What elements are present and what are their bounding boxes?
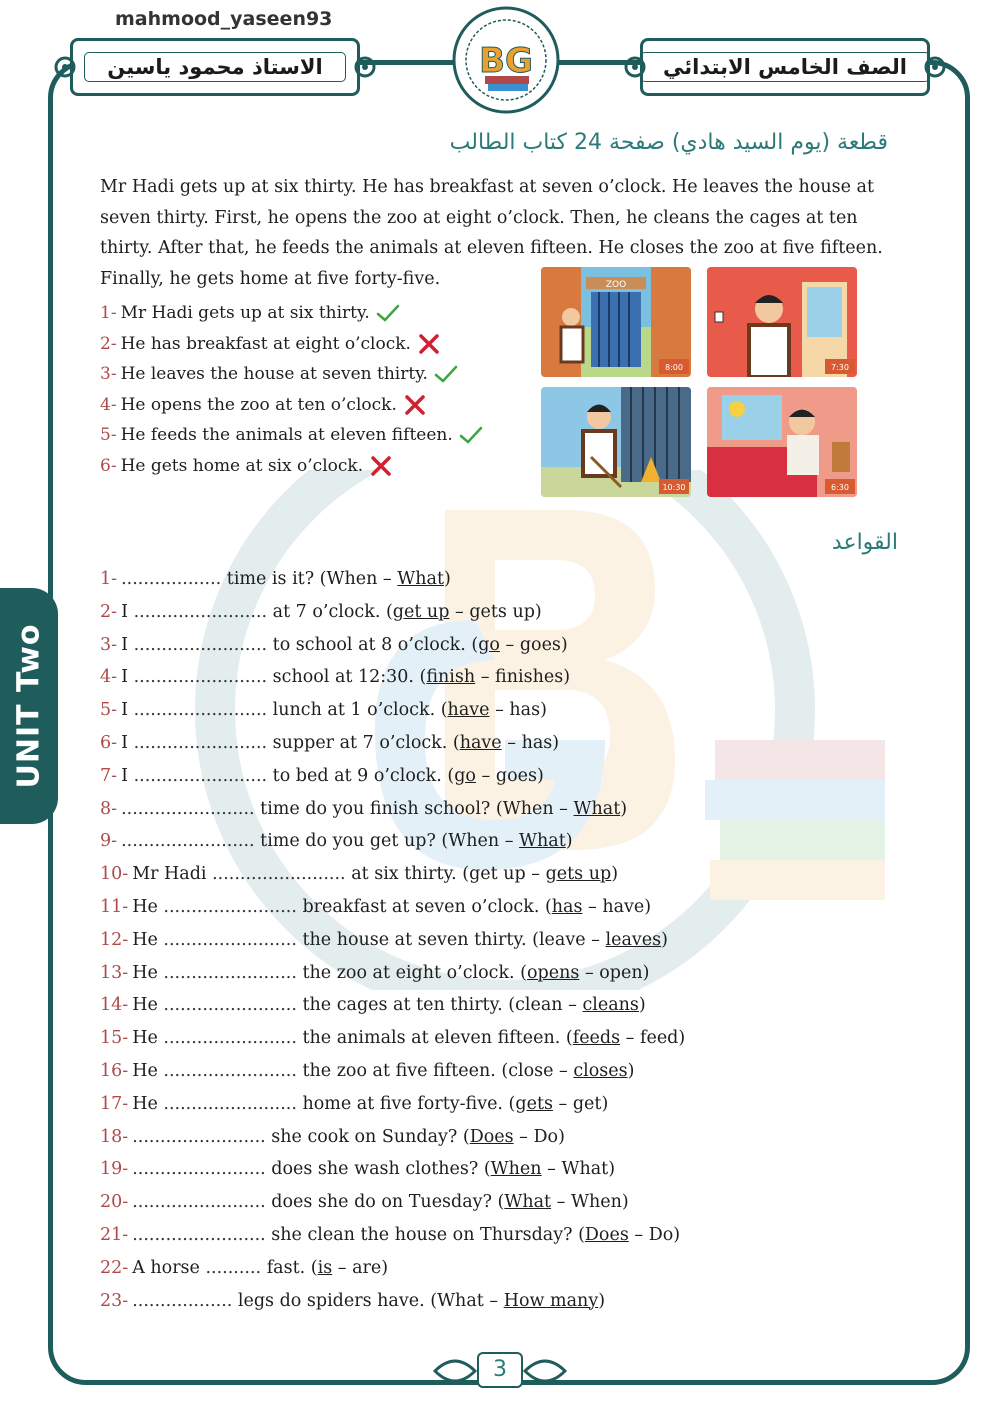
item-close: ) — [443, 569, 451, 589]
item-text: the zoo at five fifteen. ( — [302, 1060, 509, 1081]
item-close: ) — [563, 667, 571, 688]
statement-item — [100, 329, 530, 360]
item-subject: He — [132, 995, 158, 1016]
page-number-ornament — [430, 1346, 570, 1396]
item-close: ) — [560, 634, 568, 655]
cross-mark-icon — [369, 456, 393, 476]
option-separator: – — [475, 765, 496, 786]
option-two: has — [509, 700, 541, 721]
option-two: have — [602, 896, 645, 917]
item-text: the animals at eleven fifteen. ( — [302, 1028, 573, 1049]
option-separator: – — [585, 929, 606, 950]
item-number: 5- — [100, 700, 118, 721]
option-separator: – — [582, 896, 603, 917]
answer-blank[interactable]: ........................ — [163, 929, 297, 950]
option-two: finishes — [495, 667, 564, 688]
teacher-logo — [445, 4, 567, 116]
grade-banner — [640, 38, 930, 96]
item-close: ) — [598, 1290, 606, 1311]
item-close: ) — [620, 798, 628, 819]
item-number: 20- — [100, 1192, 129, 1213]
grammar-item — [100, 1285, 800, 1318]
time-label: 6:30 — [831, 483, 849, 492]
option-two: What — [397, 569, 444, 589]
option-separator: – — [553, 1060, 574, 1081]
check-mark-icon — [376, 303, 400, 323]
item-text: legs do spiders have. ( — [237, 1290, 438, 1311]
item-close: ) — [536, 765, 544, 786]
grammar-item — [100, 924, 800, 957]
option-separator: – — [501, 732, 522, 753]
grammar-item — [100, 1121, 800, 1154]
item-text: time is it? ( — [226, 569, 327, 589]
passage-title: قطعة (يوم السيد هادي) صفحة 24 كتاب الطالب — [449, 130, 888, 155]
option-two: How many — [503, 1290, 599, 1311]
grammar-item — [100, 629, 800, 662]
item-text: does she do on Tuesday? ( — [271, 1192, 505, 1213]
item-text: fast. ( — [266, 1257, 318, 1278]
grammar-item — [100, 694, 800, 727]
answer-blank[interactable]: .................. — [121, 569, 222, 589]
answer-blank[interactable]: ........................ — [133, 765, 268, 786]
item-number: 7- — [100, 765, 118, 786]
item-close: ) — [558, 1126, 565, 1147]
item-close: ) — [552, 732, 560, 753]
option-separator: – — [579, 962, 600, 983]
zoo-sign: ZOO — [605, 280, 627, 290]
item-number: 12- — [100, 929, 129, 950]
item-subject: A horse — [132, 1257, 200, 1278]
answer-blank[interactable]: ........................ — [212, 864, 346, 885]
item-close: ) — [661, 929, 668, 950]
option-one: When — [502, 798, 554, 819]
statement-number: 1- — [100, 303, 117, 323]
answer-blank[interactable]: ........................ — [133, 700, 268, 721]
statement-item — [100, 420, 530, 451]
author-username: mahmood_yaseen93 — [115, 8, 333, 30]
item-close: ) — [540, 700, 547, 721]
option-separator: – — [449, 601, 470, 622]
unit-side-tab — [0, 588, 58, 824]
statement-number: 6- — [100, 455, 117, 476]
answer-blank[interactable]: ........................ — [132, 1224, 266, 1245]
check-mark-icon — [434, 364, 458, 384]
item-subject: He — [132, 1093, 158, 1114]
option-separator: – — [541, 1159, 562, 1180]
statement-number: 5- — [100, 425, 117, 445]
item-subject: He — [132, 929, 158, 950]
answer-blank[interactable]: ........................ — [133, 601, 268, 622]
option-one: gets — [515, 1093, 553, 1114]
item-number: 15- — [100, 1028, 129, 1049]
item-close: ) — [678, 1028, 686, 1049]
answer-blank[interactable]: ........................ — [163, 896, 297, 917]
option-two: goes — [519, 634, 561, 655]
item-number: 10- — [100, 864, 129, 885]
option-one: go — [478, 634, 500, 655]
item-number: 19- — [100, 1159, 129, 1180]
option-one: get up — [392, 601, 450, 622]
answer-blank[interactable]: ........................ — [163, 962, 297, 983]
item-number: 21- — [100, 1224, 129, 1245]
answer-blank[interactable]: ........................ — [132, 1159, 266, 1180]
picture-panel — [541, 267, 857, 497]
option-separator: – — [620, 1028, 640, 1049]
page-number: 3 — [477, 1352, 523, 1388]
option-two: When — [570, 1192, 622, 1213]
option-one: What — [504, 1192, 552, 1213]
option-one: leave — [538, 929, 586, 950]
option-separator: – — [483, 1290, 504, 1311]
floral-ornament-icon — [351, 53, 379, 81]
grammar-item — [100, 1055, 800, 1088]
time-label: 10:30 — [662, 483, 686, 492]
option-two: feed — [639, 1028, 679, 1049]
grammar-item — [100, 793, 800, 826]
option-separator: – — [513, 1126, 534, 1147]
item-number: 11- — [100, 896, 129, 917]
statement-item — [100, 390, 530, 421]
item-number: 23- — [100, 1290, 129, 1311]
option-separator: – — [552, 1093, 573, 1114]
answer-blank[interactable]: ........................ — [163, 995, 297, 1016]
item-close: ) — [565, 831, 573, 852]
item-text: to school at 8 o’clock. ( — [272, 634, 479, 655]
option-separator: – — [562, 995, 583, 1016]
grammar-section-title: القواعد — [831, 530, 898, 555]
item-number: 6- — [100, 732, 118, 753]
floral-ornament-icon — [621, 53, 649, 81]
option-two: What — [519, 831, 566, 852]
option-two: open — [599, 962, 643, 983]
grammar-exercise-list — [100, 563, 800, 1317]
item-close: ) — [381, 1257, 389, 1278]
option-one: is — [317, 1257, 333, 1278]
answer-blank[interactable]: ........................ — [121, 831, 255, 852]
logo-letters: BG — [479, 41, 533, 81]
item-text: lunch at 1 o’clock. ( — [272, 700, 448, 721]
option-one: have — [459, 732, 502, 753]
option-separator: – — [525, 864, 546, 885]
item-subject: I — [121, 700, 128, 721]
cross-mark-icon — [417, 334, 441, 354]
item-close: ) — [601, 1093, 609, 1114]
option-one: When — [326, 569, 378, 589]
item-close: ) — [534, 601, 542, 622]
grammar-item — [100, 1252, 800, 1285]
answer-blank[interactable]: ........................ — [133, 634, 268, 655]
reading-passage: Mr Hadi gets up at six thirty. He has breakfast at seven o’clock. He leaves the house at seven thirty. First, he opens the zoo at eight o’clock. Then, he cleans the cages at ten thirty. After that, he feeds the animals at eleven fifteen. He closes the zoo at five fifteen. Finally, he gets home at five forty-five. — [100, 177, 883, 289]
option-separator: – — [499, 831, 520, 852]
option-two: are — [352, 1257, 382, 1278]
option-one: Does — [584, 1224, 629, 1245]
item-number: 17- — [100, 1093, 129, 1114]
option-two: Do — [533, 1126, 559, 1147]
grammar-item — [100, 957, 800, 990]
item-text: the cages at ten thirty. ( — [302, 995, 516, 1016]
statement-item — [100, 451, 530, 482]
option-one: have — [447, 700, 490, 721]
option-one: has — [551, 896, 583, 917]
item-subject: I — [121, 732, 128, 753]
option-one: close — [508, 1060, 554, 1081]
item-number: 4- — [100, 667, 118, 688]
item-text: home at five forty-five. ( — [302, 1093, 516, 1114]
item-close: ) — [621, 1192, 629, 1213]
item-text: breakfast at seven o’clock. ( — [302, 896, 552, 917]
option-two: goes — [495, 765, 537, 786]
floral-ornament-icon — [921, 53, 949, 81]
item-subject: I — [121, 667, 128, 688]
option-one: Does — [469, 1126, 514, 1147]
floral-ornament-icon — [51, 53, 79, 81]
option-two: has — [521, 732, 553, 753]
item-text: time do you finish school? ( — [260, 798, 503, 819]
item-close: ) — [673, 1224, 681, 1245]
statement-text: Mr Hadi gets up at six thirty. — [120, 303, 370, 323]
item-number: 1- — [100, 569, 118, 589]
grammar-item — [100, 1022, 800, 1055]
item-number: 14- — [100, 995, 129, 1016]
option-two: cleans — [582, 995, 639, 1016]
teacher-name-banner — [70, 38, 360, 96]
statement-text: He has breakfast at eight o’clock. — [120, 333, 411, 354]
option-one: clean — [515, 995, 563, 1016]
item-text: time do you get up? ( — [260, 831, 449, 852]
grammar-item — [100, 825, 800, 858]
cross-mark-icon — [403, 395, 427, 415]
grammar-item — [100, 989, 800, 1022]
check-mark-icon — [459, 425, 483, 445]
picture-leaving-house — [707, 267, 857, 377]
item-subject: I — [121, 634, 128, 655]
item-subject: Mr Hadi — [132, 864, 207, 885]
statement-number: 2- — [100, 333, 117, 354]
item-text: the house at seven thirty. ( — [302, 929, 539, 950]
item-number: 18- — [100, 1126, 129, 1147]
statement-text: He leaves the house at seven thirty. — [120, 364, 428, 384]
option-one: When — [490, 1159, 542, 1180]
option-one: When — [448, 831, 500, 852]
option-one: feeds — [572, 1028, 621, 1049]
item-text: she clean the house on Thursday? ( — [271, 1224, 585, 1245]
item-subject: He — [132, 962, 158, 983]
item-number: 16- — [100, 1060, 129, 1081]
grammar-item — [100, 760, 800, 793]
grade-title: الصف الخامس الابتدائي — [640, 52, 930, 82]
answer-blank[interactable]: .......... — [205, 1257, 262, 1278]
option-separator: – — [551, 1192, 571, 1213]
option-two: leaves — [605, 929, 662, 950]
true-false-list — [100, 298, 530, 481]
answer-blank[interactable]: ........................ — [163, 1093, 297, 1114]
grammar-item — [100, 1088, 800, 1121]
picture-zoo-gate — [541, 267, 691, 377]
answer-blank[interactable]: ........................ — [133, 732, 268, 753]
grammar-item — [100, 1186, 800, 1219]
option-two: closes — [573, 1060, 628, 1081]
item-subject: I — [121, 601, 128, 622]
item-close: ) — [642, 962, 650, 983]
item-text: does she wash clothes? ( — [271, 1159, 491, 1180]
picture-cleaning-cage — [541, 387, 691, 497]
teacher-name: الاستاذ محمود ياسين — [84, 52, 345, 82]
item-subject: I — [121, 765, 128, 786]
option-separator: – — [553, 798, 574, 819]
item-text: the zoo at eight o’clock. ( — [302, 962, 528, 983]
grammar-item — [100, 858, 800, 891]
unit-label: UNIT Two — [11, 623, 47, 789]
grammar-item — [100, 661, 800, 694]
grammar-item — [100, 563, 800, 596]
item-number: 8- — [100, 798, 118, 819]
time-label: 7:30 — [831, 363, 849, 372]
answer-blank[interactable]: .................. — [132, 1290, 233, 1311]
item-number: 22- — [100, 1257, 129, 1278]
item-subject: He — [132, 1060, 158, 1081]
item-text: school at 12:30. ( — [272, 667, 427, 688]
option-one: opens — [527, 962, 580, 983]
answer-blank[interactable]: ........................ — [132, 1192, 266, 1213]
answer-blank[interactable]: ........................ — [132, 1126, 266, 1147]
option-separator: – — [377, 569, 398, 589]
grammar-item — [100, 727, 800, 760]
option-separator: – — [628, 1224, 649, 1245]
option-one: What — [437, 1290, 484, 1311]
grammar-item — [100, 1153, 800, 1186]
statement-item — [100, 359, 530, 390]
picture-getting-up — [707, 387, 857, 497]
item-close: ) — [644, 896, 652, 917]
option-two: What — [561, 1159, 609, 1180]
item-subject: He — [132, 896, 158, 917]
item-text: at six thirty. ( — [351, 864, 470, 885]
statement-number: 4- — [100, 394, 117, 415]
option-separator: – — [332, 1257, 353, 1278]
item-text: to bed at 9 o’clock. ( — [272, 765, 455, 786]
item-number: 9- — [100, 831, 118, 852]
grammar-item — [100, 596, 800, 629]
option-two: Do — [648, 1224, 674, 1245]
option-one: go — [454, 765, 476, 786]
item-number: 2- — [100, 601, 118, 622]
answer-blank[interactable]: ........................ — [133, 667, 268, 688]
item-text: at 7 o’clock. ( — [272, 601, 393, 622]
option-two: gets up — [469, 601, 535, 622]
option-separator: – — [489, 700, 510, 721]
option-separator: – — [499, 634, 520, 655]
grammar-item — [100, 1219, 800, 1252]
answer-blank[interactable]: ........................ — [163, 1028, 297, 1049]
option-two: gets up — [545, 864, 612, 885]
option-two: What — [573, 798, 621, 819]
option-one: get up — [469, 864, 526, 885]
item-subject: He — [132, 1028, 158, 1049]
item-number: 3- — [100, 634, 118, 655]
statement-text: He gets home at six o’clock. — [120, 455, 364, 476]
item-close: ) — [627, 1060, 635, 1081]
answer-blank[interactable]: ........................ — [121, 798, 255, 819]
option-two: get — [572, 1093, 602, 1114]
item-close: ) — [638, 995, 646, 1016]
statement-item — [100, 298, 530, 329]
option-one: finish — [426, 667, 476, 688]
item-text: supper at 7 o’clock. ( — [272, 732, 460, 753]
statement-text: He feeds the animals at eleven fifteen. — [120, 425, 453, 445]
item-close: ) — [611, 864, 619, 885]
item-number: 13- — [100, 962, 129, 983]
item-close: ) — [608, 1159, 616, 1180]
item-text: she cook on Sunday? ( — [271, 1126, 470, 1147]
option-separator: – — [475, 667, 496, 688]
grammar-item — [100, 891, 800, 924]
statement-number: 3- — [100, 364, 117, 384]
time-label: 8:00 — [665, 363, 683, 372]
statement-text: He opens the zoo at ten o’clock. — [120, 394, 397, 415]
answer-blank[interactable]: ........................ — [163, 1060, 297, 1081]
